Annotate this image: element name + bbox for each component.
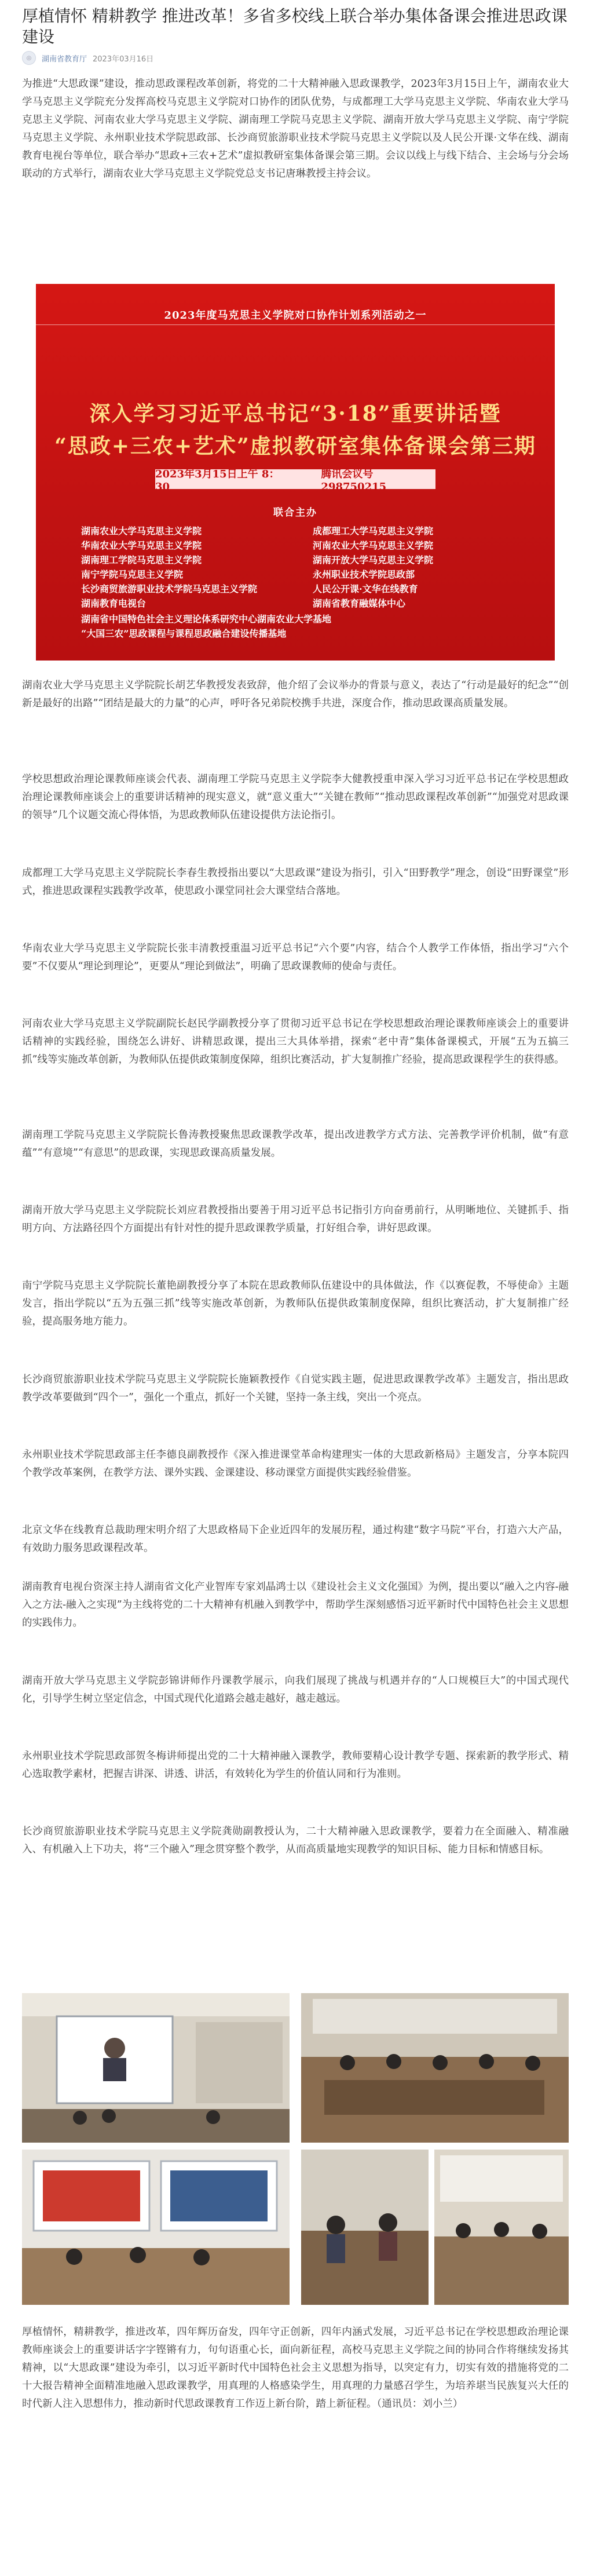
banner-host: 河南农业大学马克思主义学院 [313, 540, 434, 551]
meeting-photo [434, 2150, 569, 2305]
banner-host: 湖南教育电视台 [81, 598, 147, 609]
meeting-photo [22, 1993, 290, 2143]
banner-divider [36, 324, 555, 325]
banner-host: 湖南理工学院马克思主义学院 [81, 554, 202, 565]
banner-host: 湖南开放大学马克思主义学院 [313, 554, 434, 565]
banner-host-list [81, 524, 521, 611]
meeting-photo [22, 2150, 290, 2305]
banner-host: 永州职业技术学院思政部 [313, 569, 415, 580]
banner-host: 成都理工大学马克思主义学院 [313, 526, 434, 537]
paragraph: 厚植情怀，精耕教学，推进改革，四年辉历奋发，四年守正创新，四年内涵式发展，习近平总书记在学校思想政治理论课教师座谈会上的重要讲话字字铿锵有力，句句语重心长，面向新征程，高校马克思主义学院之间的协同合作将继续发扬其精神，以“大思政课”建设为牵引，以习近平新时代中国特色社会主义思想为指导，以突定有力，切实有效的措施将党的二十大报告精神全面精准地融入思政课教学，用真理的人格感染学生，用真理的力量感召学生，为培养堪当民族复兴大任的时代新人注入思想伟力，推动新时代思政课教育工作迈上新台阶，踏上新征程。（通讯员：刘小兰） [22, 2326, 569, 2410]
paragraph: 永州职业技术学院思政部主任李德良副教授作《深入推进课堂革命构建理实一体的大思政新格局》主题发言，分享本院四个教学改革案例，在教学方法、课外实践、金课建设、移动课堂方面提供实践经验借鉴。 [22, 1449, 569, 1479]
article-title: 厚植情怀 精耕教学 推进改革！多省多校线上联合举办集体备课会推进思政课建设 [22, 6, 568, 46]
paragraph: 北京文华在线教育总裁助理宋明介绍了大思政格局下企业近四年的发展历程，通过构建“数字马院”平台，打造六大产品，有效助力服务思政课程改革。 [22, 1524, 569, 1554]
article-meta [22, 51, 153, 65]
banner-host: 人民公开课·文华在线教育 [313, 583, 418, 594]
banner-host-wide: “大国三农”思政课程与课程思政融合建设传播基地 [81, 628, 287, 639]
paragraph: 华南农业大学马克思主义学院院长张丰清教授重温习近平总书记“六个要”内容，结合个人教学工作体悟，指出学习“六个要”不仅要从“理论到理论”，更要从“理论到做法”，明确了思政课教师的使命与责任。 [22, 943, 569, 972]
paragraph: 为推进“大思政课”建设，推动思政课程改革创新，将党的二十大精神融入思政课教学，2023年3月15日上午，湖南农业大学马克思主义学院充分发挥高校马克思主义学院对口协作的团队优势，与成都理工大学马克思主义学院、华南农业大学马克思主义学院、河南农业大学马克思主义学院、湖南理工学院马克思主义学院、湖南开放大学马克思主义学院、南宁学院马克思主义学院、永州职业技术学院思政部、长沙商贸旅游职业技术学院马克思主义学院以及人民公开课·文华在线、湖南教育电视台等单位，联合举办“思政+三农+艺术”虚拟教研室集体备课会第三期。会议以线上与线下结合、主会场与分会场联动的方式举行，湖南农业大学马克思主义学院党总支书记唐琳教授主持会议。 [22, 78, 569, 180]
paragraph: 长沙商贸旅游职业技术学院马克思主义学院龚勋副教授认为，二十大精神融入思政课教学，要着力在全面融入、精准融入、有机融入上下功夫，将“三个融入”理念贯穿整个教学，从而高质量地实现教学的知识目标、能力目标和情感目标。 [22, 1826, 569, 1855]
banner-meeting-id: 腾讯会议号 298750215 [321, 468, 387, 493]
banner-host: 长沙商贸旅游职业技术学院马克思主义学院 [81, 583, 258, 594]
source-avatar-icon: ◎ [22, 51, 36, 65]
banner-host: 湖南农业大学马克思主义学院 [81, 526, 202, 537]
meeting-photo [301, 2150, 429, 2305]
paragraph: 湖南教育电视台资深主持人湖南省文化产业智库专家刘晶鸿士以《建设社会主义文化强国》为例，提出要以“融入之内容-融入之方法-融入之实现”为主线将党的二十大精神有机融入到教学中，帮助学生深刻感悟习近平新时代中国特色社会主义思想的实践伟力。 [22, 1581, 569, 1629]
banner-host: 湖南省教育融媒体中心 [313, 598, 406, 609]
paragraph: 永州职业技术学院思政部贺冬梅讲师提出党的二十大精神融入课教学，教师要精心设计教学专题、探索新的教学形式、精心选取教学素材，把握吉讲深、讲透、讲活，有效转化为学生的价值认同和行为准则。 [22, 1750, 569, 1780]
banner-time-box [155, 468, 435, 493]
photo-collage [22, 1993, 569, 2306]
banner-host-label: 联合主办 [273, 507, 317, 519]
banner-host: 华南农业大学马克思主义学院 [81, 540, 202, 551]
paragraph: 湖南开放大学马克思主义学院院长刘应君教授指出要善于用习近平总书记指引方向奋勇前行，从明晰地位、关键抓手、指明方向、方法路径四个方面提出有针对性的提升思政课教学质量，打好组合拳，讲好思政课。 [22, 1205, 569, 1234]
banner-series: 2023年度马克思主义学院对口协作计划系列活动之一 [164, 309, 427, 322]
banner-host: 南宁学院马克思主义学院 [81, 569, 184, 580]
banner-title-line2: “思政+三农+艺术”虚拟教研室集体备课会第三期 [54, 434, 536, 458]
paragraph: 长沙商贸旅游职业技术学院马克思主义学院院长施颖教授作《自觉实践主题，促进思政课教学改革》主题发言，指出思政教学改革要做到“四个一”，强化一个重点，抓好一个关键，坚持一条主线，突出一个亮点。 [22, 1374, 569, 1403]
article-source[interactable]: 湖南省教育厅 [42, 54, 87, 64]
event-banner [22, 284, 569, 661]
paragraph: 湖南开放大学马克思主义学院彭锦讲师作丹课教学展示，向我们展现了挑战与机遇并存的“人口规模巨大”的中国式现代化，引导学生树立坚定信念，中国式现代化道路会越走越好，越走越远。 [22, 1675, 569, 1705]
article-date: 2023年03月16日 [93, 54, 154, 64]
banner-time: 2023年3月15日上午 8：30 [155, 468, 280, 493]
paragraph: 河南农业大学马克思主义学院副院长赵民学副教授分享了贯彻习近平总书记在学校思想政治理论课教师座谈会上的重要讲话精神的实践经验，围绕怎么讲好、讲精思政课，提出三大具体举措，探索“老中青”集体备课模式，开展“五为五搞三抓”线等实施改革创新，为教师队伍提供政策制度保障，组织比赛活动，扩大复制推广经验，提高思政课程学生的获得感。 [22, 1018, 569, 1066]
paragraph: 南宁学院马克思主义学院院长董艳副教授分享了本院在思政教师队伍建设中的具体做法，作《以赛促教，不辱使命》主题发言，指出学院以“五为五强三抓”线等实施改革创新，为教师队伍提供政策制度保障，组织比赛活动，扩大复制推广经验，提高服务地方能力。 [22, 1280, 569, 1327]
paragraph: 湖南农业大学马克思主义学院院长胡艺华教授发表致辞，他介绍了会议举办的背景与意义，表达了“行动是最好的纪念”“创新是最好的出路”“团结是最大的力量”的心声，呼吁各兄弟院校携手共进，深度合作，推动思政课高质量发展。 [22, 680, 569, 709]
meeting-photo [301, 1993, 569, 2143]
paragraph: 湖南理工学院马克思主义学院院长鲁涛教授聚焦思政课教学改革，提出改进教学方式方法、完善教学评价机制，做“有意蕴”“有意境”“有意思”的思政课，实现思政课高质量发展。 [22, 1129, 569, 1159]
paragraph: 学校思想政治理论课教师座谈会代表、湖南理工学院马克思主义学院李大健教授重申深入学习习近平总书记在学校思想政治理论课教师座谈会上的重要讲话精神的现实意义，就“意义重大”“关键在教师”“推动思政课程改革创新”“加强党对思政课的领导”几个议题交流心得体悟，为思政教师队伍建设提供方法论指引。 [22, 773, 569, 821]
banner-host-wide: 湖南省中国特色社会主义理论体系研究中心湖南农业大学基地 [81, 614, 332, 625]
banner-background [36, 284, 555, 661]
paragraph: 成都理工大学马克思主义学院院长李春生教授指出要以“大思政课”建设为指引，引入“田野教学”理念，创设“田野课堂”形式，推进思政课程实践教学改革，使思政小课堂同社会大课堂结合落地。 [22, 867, 569, 897]
banner-title-line1: 深入学习习近平总书记“3·18”重要讲话暨 [89, 402, 502, 426]
